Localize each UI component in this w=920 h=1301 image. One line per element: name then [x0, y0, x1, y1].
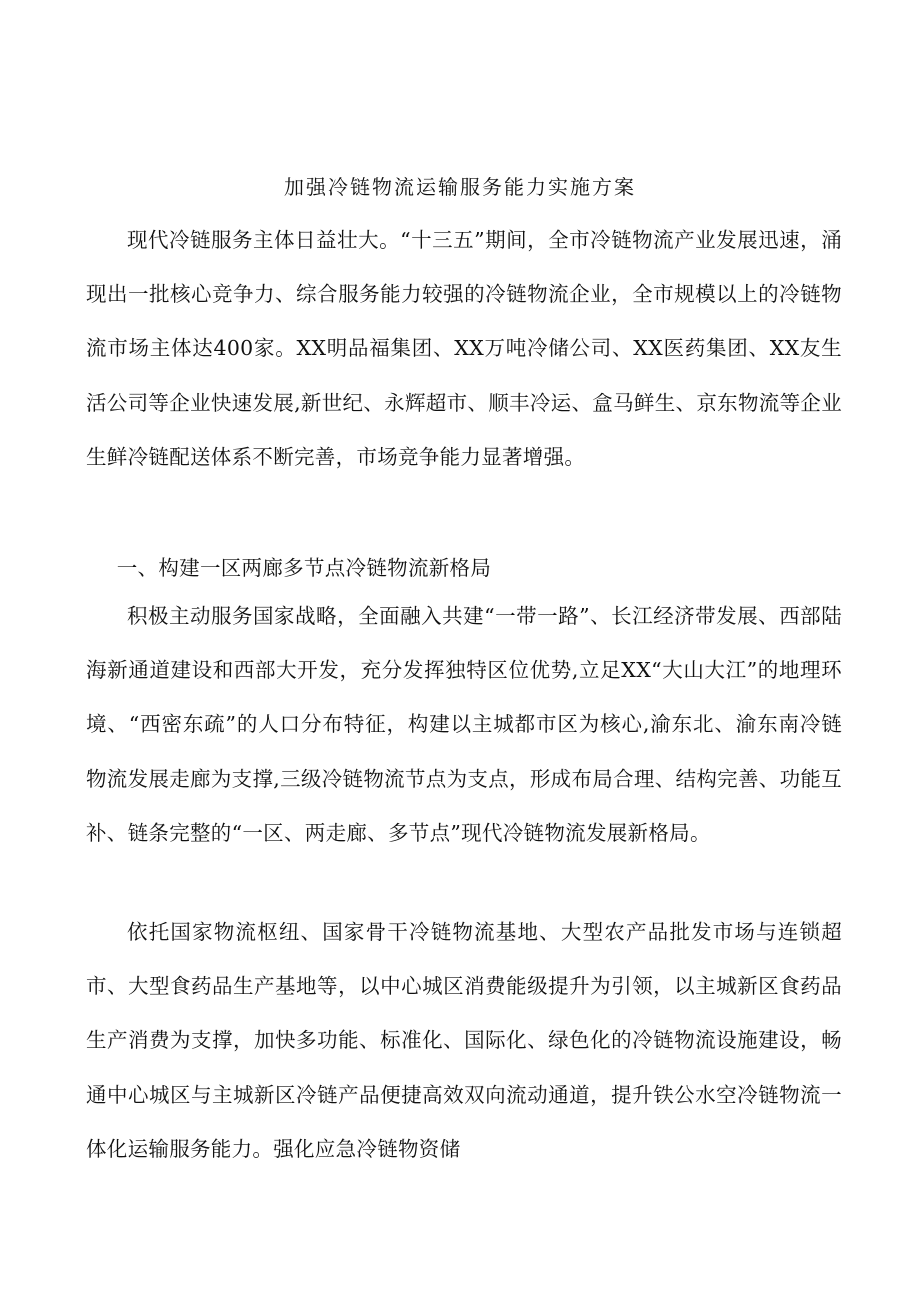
document-title: 加强冷链物流运输服务能力实施方案: [284, 175, 636, 199]
paragraph-logistics-hub: 依托国家物流枢纽、国家骨干冷链物流基地、大型农产品批发市场与连锁超市、大型食药品生产基地等，以中心城区消费能级提升为引领，以主城新区食药品生产消费为支撑，加快多功能、标准化、国际化、绿色化的冷链物流设施建设，畅通中心城区与主城新区冷链产品便捷高效双向流动通道，提升铁公水空冷链物流一体化运输服务能力。强化应急冷链物资储: [86, 920, 842, 1161]
paragraph-cold-chain-service-entities: 现代冷链服务主体日益壮大。“十三五”期间，全市冷链物流产业发展迅速，涌现出一批核心竞争力、综合服务能力较强的冷链物流企业，全市规模以上的冷链物流市场主体达400家。XX明品福集团、XX万吨冷储公司、XX医药集团、XX友生活公司等企业快速发展,新世纪、永辉超市、顺丰冷运、盒马鲜生、京东物流等企业生鲜冷链配送体系不断完善，市场竞争能力显著增强。: [86, 228, 842, 469]
section-heading-layout: 一、构建一区两廊多节点冷链物流新格局: [116, 556, 492, 580]
paragraph-national-strategy: 积极主动服务国家战略，全面融入共建“一带一路”、长江经济带发展、西部陆海新通道建设和西部大开发，充分发挥独特区位优势,立足XX“大山大江”的地理环境、“西密东疏”的人口分布特征，构建以主城都市区为核心,渝东北、渝东南冷链物流发展走廊为支撑,三级冷链物流节点为支点，形成布局合理、结构完善、功能互补、链条完整的“一区、两走廊、多节点”现代冷链物流发展新格局。: [86, 604, 842, 845]
